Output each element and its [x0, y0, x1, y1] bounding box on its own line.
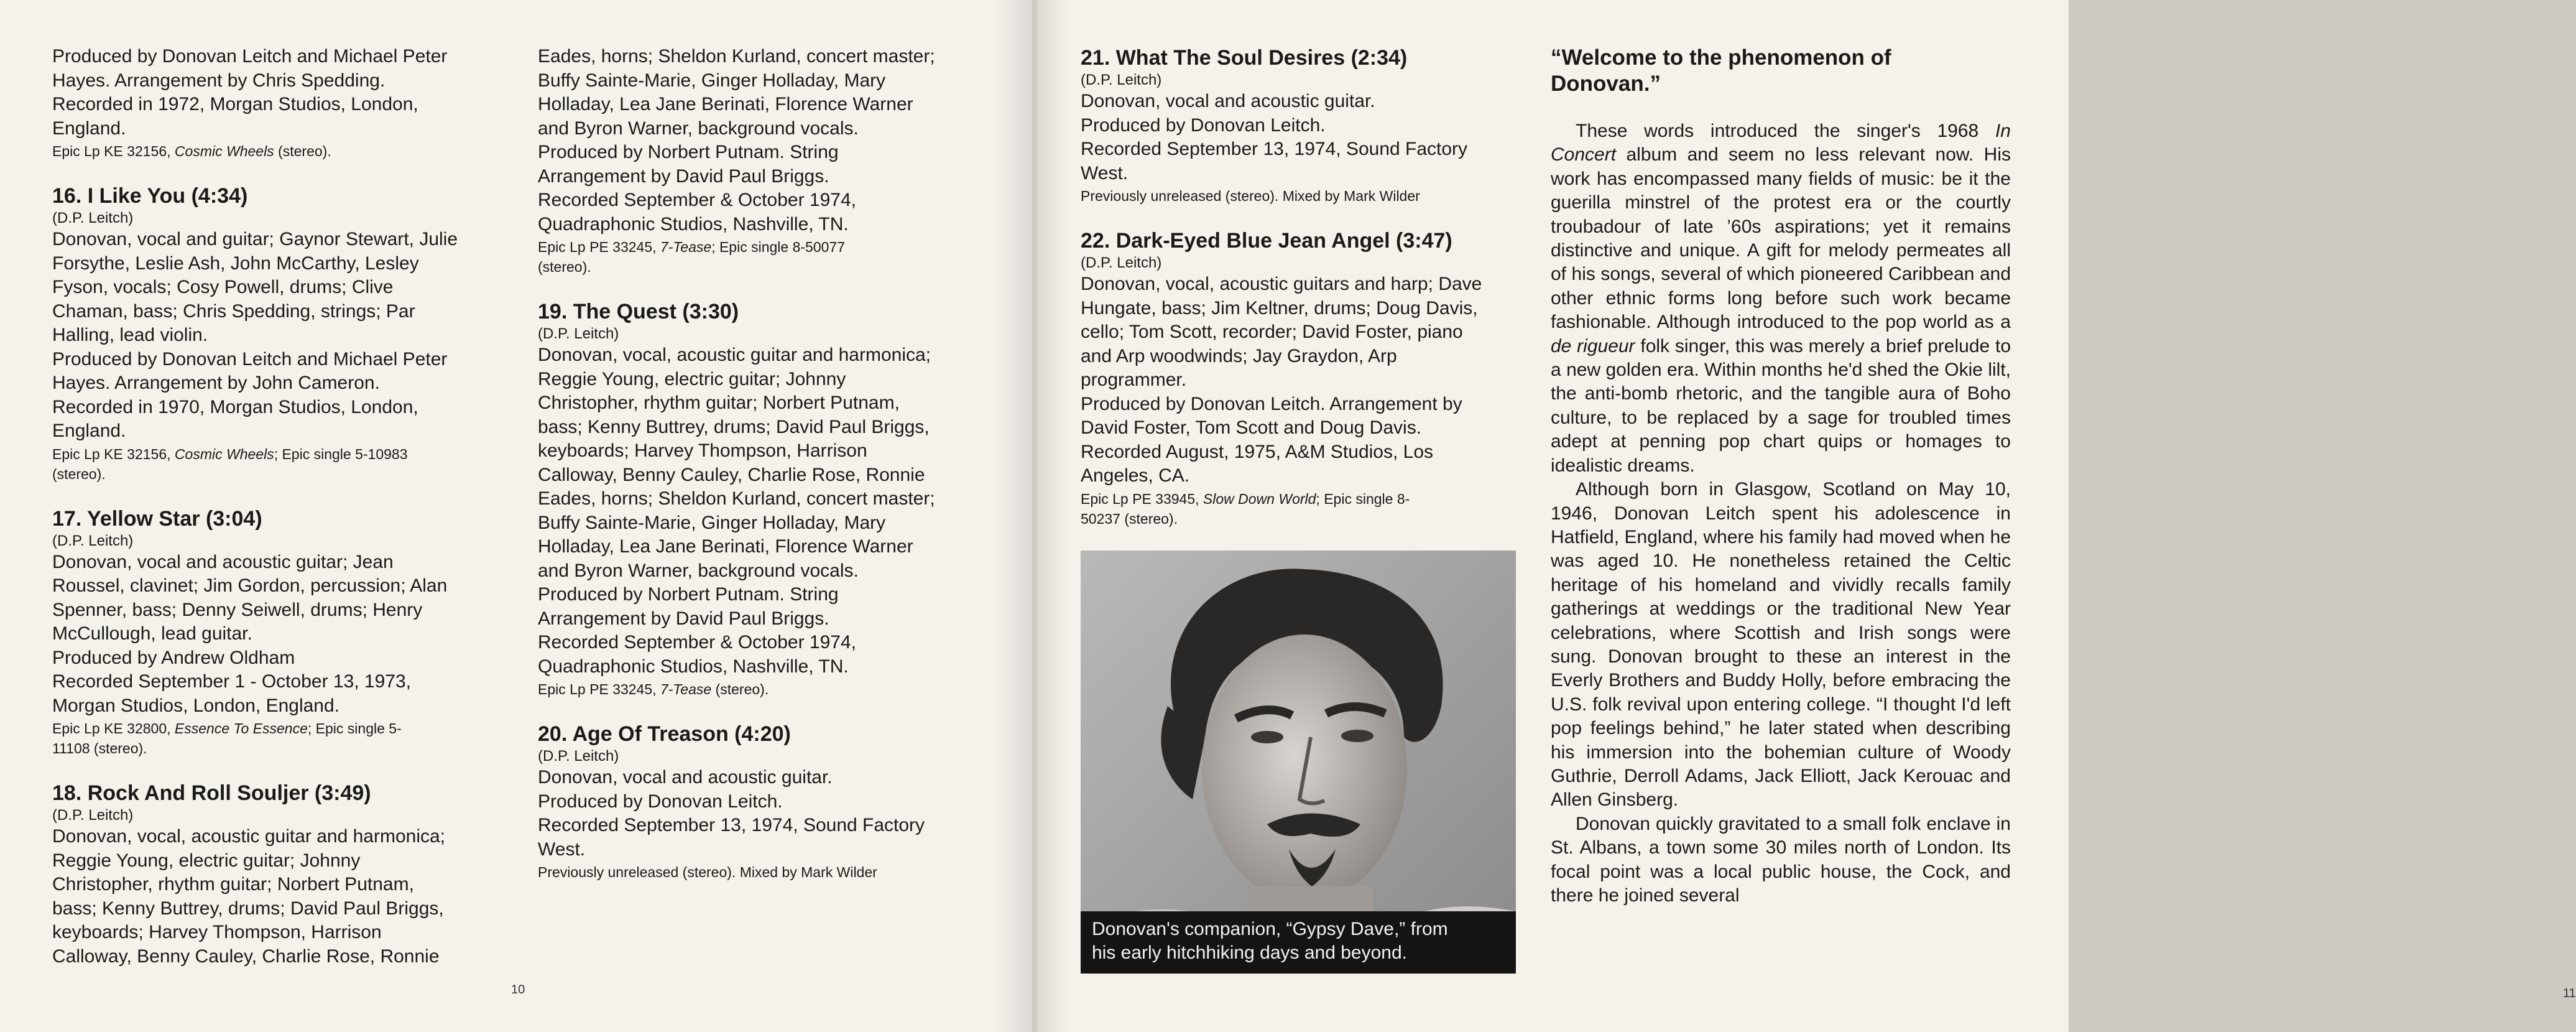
credit-line: Recorded September & October 1974,	[538, 190, 856, 210]
credit-line: and Byron Warner, background vocals.	[538, 560, 859, 581]
credit-line: Arrangement by David Paul Briggs.	[538, 608, 829, 629]
credit-line: Roussel, clavinet; Jim Gordon, percussion; Alan	[52, 575, 448, 596]
credit-line: Quadraphonic Studios, Nashville, TN.	[538, 213, 849, 235]
left-column-2	[538, 45, 986, 881]
essay-paragraph: These words introduced the singer's 1968 In Concert album and seem no less relevant now. His work has encompassed many fields of music: be it the guerilla minstrel of the protest era or the courtly troubadour of late ’60s aspirations; yet it remains distinctive and unique. A gift for melody permeates all of his songs, several of which pioneered Caribbean and other ethnic forms long before such work became fashionable. Although introduced to the pop world as a de rigueur folk singer, this was merely a brief prelude to a new golden era. Within months he'd shed the Okie lilt, the anti-bomb rhetoric, and the tangible aura of Boho culture, to be replaced by a sage for troubled times adept at penning pop chart quips or homages to idealistic dreams.	[1551, 121, 2011, 476]
songwriter: (D.P. Leitch)	[52, 807, 134, 824]
release-info: 50237 (stereo).	[1081, 510, 1178, 527]
credit-line: England.	[52, 118, 126, 139]
songwriter: (D.P. Leitch)	[538, 325, 619, 342]
credit-line: Morgan Studios, London, England.	[52, 695, 339, 716]
credit-line: Fyson, vocals; Cosy Powell, drums; Clive	[52, 277, 394, 297]
credit-line: Holladay, Lea Jane Berinati, Florence Warner	[538, 94, 913, 114]
credit-line: Recorded in 1970, Morgan Studios, London,	[52, 396, 418, 417]
credit-line: Produced by Donovan Leitch and Michael Peter	[52, 46, 448, 67]
track-21	[1081, 45, 1516, 205]
caption-line: Donovan's companion, “Gypsy Dave,” from	[1092, 918, 1448, 939]
credit-line: Reggie Young, electric guitar; Johnny	[538, 368, 846, 389]
release-info: Epic Lp KE 32800, Essence To Essence; Epic single 5-	[52, 720, 402, 737]
credit-line: Eades, horns; Sheldon Kurland, concert master;	[538, 46, 935, 67]
credit-line: keyboards; Harvey Thompson, Harrison	[538, 440, 867, 461]
essay-paragraph: Although born in Glasgow, Scotland on May 10, 1946, Donovan Leitch spent his adolescence in Hatfield, England, where his family had moved when he was aged 10. He nonetheless retained the Celtic heritage of his homeland and vividly recalls family gatherings at weddings or the traditional New Year celebrations, where Scottish and Irish songs were sung. Donovan brought to these an interest in the Everly Brothers and Buddy Holly, before embracing the U.S. folk revival upon entering college. “I thought I'd left pop feelings behind,” he later stated when describing his immersion into the bohemian culture of Woody Guthrie, Derroll Adams, Jack Elliott, Jack Kerouac and Allen Ginsberg.	[1551, 479, 2011, 811]
spine-shadow	[1037, 0, 1068, 1032]
essay-title-line: Donovan.”	[1551, 72, 1661, 96]
track-title: 17. Yellow Star (3:04)	[52, 506, 262, 531]
release-info: Epic Lp KE 32156, Cosmic Wheels (stereo).	[52, 143, 331, 159]
credit-line: Produced by Donovan Leitch.	[538, 791, 783, 812]
credit-line: programmer.	[1081, 370, 1187, 390]
songwriter: (D.P. Leitch)	[52, 532, 134, 549]
credit-line: and Byron Warner, background vocals.	[538, 118, 859, 139]
essay-title-line: “Welcome to the phenomenon of	[1551, 45, 1891, 70]
credit-line: Christopher, rhythm guitar; Norbert Putnam,	[52, 874, 414, 895]
credit-line: Calloway, Benny Cauley, Charlie Rose, Ronnie	[52, 946, 440, 967]
track-22	[1081, 228, 1516, 528]
credit-line: Recorded in 1972, Morgan Studios, London,	[52, 94, 418, 114]
track-title: 16. I Like You (4:34)	[52, 184, 248, 208]
track-17	[52, 506, 500, 758]
track-title: 18. Rock And Roll Souljer (3:49)	[52, 781, 371, 805]
credit-line: Buffy Sainte-Marie, Ginger Holladay, Mary	[538, 512, 886, 533]
credit-line: Recorded August, 1975, A&M Studios, Los	[1081, 441, 1434, 462]
track-20	[538, 721, 986, 881]
credit-line: West.	[1081, 162, 1129, 184]
credit-line: Donovan, vocal, acoustic guitars and harp; Dave	[1081, 274, 1482, 294]
credit-line: Produced by Donovan Leitch and Michael Peter	[52, 348, 448, 370]
credit-line: Buffy Sainte-Marie, Ginger Holladay, Mary	[538, 70, 886, 91]
credit-line: Recorded September 13, 1974, Sound Factory	[1081, 139, 1468, 159]
credit-line: Christopher, rhythm guitar; Norbert Putnam,	[538, 393, 900, 413]
release-info: (stereo).	[538, 259, 591, 275]
track-title: 22. Dark-Eyed Blue Jean Angel (3:47)	[1081, 229, 1452, 253]
track-18	[52, 780, 500, 969]
track-title: 20. Age Of Treason (4:20)	[538, 722, 791, 746]
credit-line: Spenner, bass; Denny Seiwell, drums; Henry	[52, 599, 423, 620]
credit-line: Donovan, vocal, acoustic guitar and harmonica;	[538, 345, 931, 365]
release-info: Previously unreleased (stereo). Mixed by Mark Wilder	[1081, 188, 1420, 204]
release-info: Epic Lp PE 33245, 7-Tease (stereo).	[538, 681, 769, 697]
track-19	[538, 299, 986, 699]
credit-line: cello; Tom Scott, recorder; David Foster, piano	[1081, 322, 1463, 342]
caption-line: his early hitchhiking days and beyond.	[1092, 942, 1407, 963]
credit-line: Donovan, vocal, acoustic guitar and harmonica;	[52, 826, 446, 847]
release-info: Epic Lp KE 32156, Cosmic Wheels; Epic single 5-10983	[52, 445, 408, 462]
credit-line: Hayes. Arrangement by Chris Spedding.	[52, 70, 385, 91]
credit-line: Produced by Donovan Leitch. Arrangement by	[1081, 393, 1462, 414]
credit-line: bass; Kenny Buttrey, drums; David Paul Briggs,	[52, 898, 444, 919]
credit-line: McCullough, lead guitar.	[52, 623, 252, 644]
credit-line: West.	[538, 839, 586, 860]
credit-line: Produced by Norbert Putnam. String	[538, 142, 839, 162]
credit-line: Chaman, bass; Chris Spedding, strings; Par	[52, 300, 415, 322]
songwriter: (D.P. Leitch)	[1081, 254, 1162, 271]
release-info: Previously unreleased (stereo). Mixed by Mark Wilder	[538, 864, 877, 880]
credit-line: David Foster, Tom Scott and Doug Davis.	[1081, 417, 1422, 438]
credit-line: Calloway, Benny Cauley, Charlie Rose, Ronnie	[538, 464, 925, 485]
credit-line: Donovan, vocal and acoustic guitar.	[538, 767, 833, 788]
release-info: 11108 (stereo).	[52, 740, 147, 756]
credit-line: Holladay, Lea Jane Berinati, Florence Warner	[538, 536, 913, 557]
songwriter: (D.P. Leitch)	[538, 748, 619, 765]
credit-line: Donovan, vocal and guitar; Gaynor Stewart, Julie	[52, 229, 458, 249]
release-info: Epic Lp PE 33945, Slow Down World; Epic single 8-	[1081, 490, 1410, 507]
portrait-photo	[1081, 551, 1516, 974]
credit-line: Produced by Norbert Putnam. String	[538, 584, 839, 605]
credit-line: Recorded September 13, 1974, Sound Factory	[538, 815, 925, 835]
credit-line: Donovan, vocal and acoustic guitar.	[1081, 91, 1375, 111]
page-number: 10	[511, 983, 525, 997]
credit-line: bass; Kenny Buttrey, drums; David Paul Briggs,	[538, 416, 930, 437]
credit-line: keyboards; Harvey Thompson, Harrison	[52, 922, 382, 942]
right-column-1	[1081, 45, 1516, 974]
release-info: Epic Lp PE 33245, 7-Tease; Epic single 8-50077	[538, 239, 845, 255]
credit-line: Hungate, bass; Jim Keltner, drums; Doug Davis,	[1081, 297, 1478, 318]
credit-line: Recorded September 1 - October 13, 1973,	[52, 671, 412, 692]
right-page	[1037, 0, 2576, 1032]
portrait-illustration	[1081, 551, 1516, 974]
track-16	[52, 183, 500, 483]
right-column-2	[1551, 45, 2011, 908]
track-title: 21. What The Soul Desires (2:34)	[1081, 46, 1408, 70]
songwriter: (D.P. Leitch)	[52, 210, 134, 226]
credit-line: Produced by Donovan Leitch.	[1081, 114, 1326, 136]
credit-line: Donovan, vocal and acoustic guitar; Jean	[52, 551, 394, 572]
credit-line: Halling, lead violin.	[52, 325, 208, 345]
track-15-credits-tail	[52, 45, 500, 160]
credit-line: Forsythe, Leslie Ash, John McCarthy, Lesley	[52, 253, 419, 274]
credit-line: Eades, horns; Sheldon Kurland, concert master;	[538, 488, 935, 509]
left-column-1	[52, 45, 500, 969]
spine-shadow	[995, 0, 1032, 1032]
left-page	[0, 0, 1032, 1032]
essay-title	[1551, 45, 2011, 97]
essay-paragraph: Donovan quickly gravitated to a small folk enclave in St. Albans, a town some 30 miles north of London. Its focal point was a local public house, the Cock, and there he joined several	[1551, 813, 2011, 906]
credit-line: England.	[52, 421, 126, 441]
track-title: 19. The Quest (3:30)	[538, 300, 739, 323]
release-info: (stereo).	[52, 465, 106, 482]
credit-line: Arrangement by David Paul Briggs.	[538, 165, 829, 187]
credit-line: Recorded September & October 1974,	[538, 632, 856, 653]
credit-line: Hayes. Arrangement by John Cameron.	[52, 373, 380, 393]
credit-line: Reggie Young, electric guitar; Johnny	[52, 850, 361, 871]
photo-caption	[1081, 911, 1516, 974]
page-number: 11	[2563, 987, 2576, 1000]
credit-line: Quadraphonic Studios, Nashville, TN.	[538, 656, 849, 677]
credit-line: Angeles, CA.	[1081, 465, 1190, 486]
credit-line: Produced by Andrew Oldham	[52, 647, 295, 668]
track-18-credits-tail	[538, 45, 986, 276]
songwriter: (D.P. Leitch)	[1081, 72, 1162, 88]
credit-line: and Arp woodwinds; Jay Graydon, Arp	[1081, 345, 1397, 366]
